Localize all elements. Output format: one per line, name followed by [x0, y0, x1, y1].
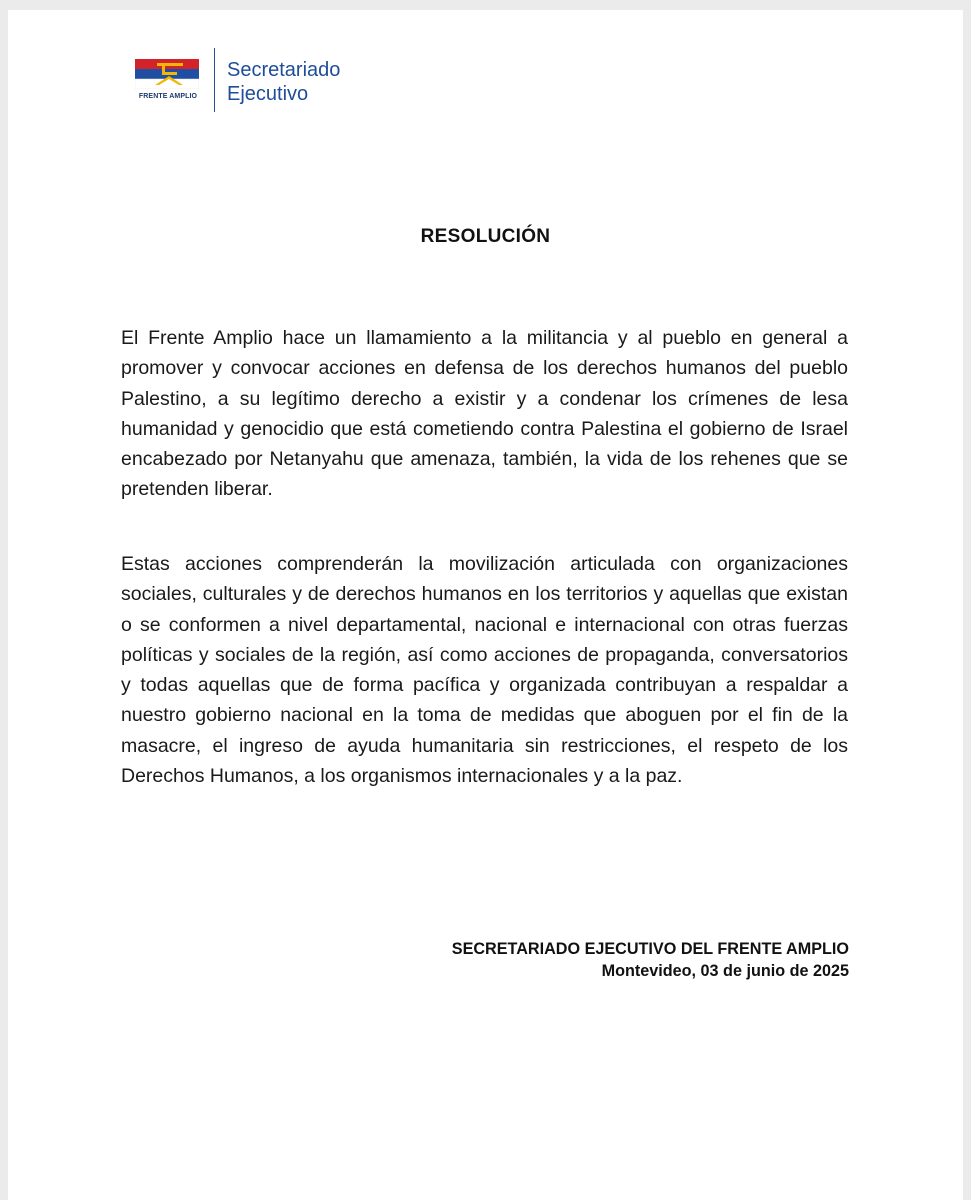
logo-caption: FRENTE AMPLIO	[138, 93, 198, 100]
body-paragraph-2: Estas acciones comprenderán la movilización articulada con organizaciones sociales, culturales y de derechos humanos en los territorios y aquellas que existan o se conformen a nivel departamental, nacional e internacional con otras fuerzas políticas y sociales de la región, así como acciones de propaganda, conversatorios y todas aquellas que de forma pacífica y organizada contribuyan a respaldar a nuestro gobierno nacional en la toma de medidas que aboguen por el fin de la masacre, el ingreso de ayuda humanitaria sin restricciones, el respeto de los Derechos Humanos, a los organismos internacionales y a la paz.	[121, 553, 848, 788]
document-title: RESOLUCIÓN	[420, 226, 551, 247]
signature-place-date: Montevideo, 03 de junio de 2025	[601, 962, 849, 980]
document-page	[8, 10, 963, 1200]
organization-name-line2: Ejecutivo	[227, 83, 309, 105]
frente-amplio-logo	[132, 56, 212, 116]
header-divider	[214, 48, 215, 112]
organization-name	[227, 58, 340, 106]
organization-name-line1: Secretariado	[227, 59, 341, 81]
body-paragraph-1: El Frente Amplio hace un llamamiento a la militancia y al pueblo en general a promover y convocar acciones en defensa de los derechos humanos del pueblo Palestino, a su legítimo derecho a existir y a condenar los crímenes de lesa humanidad y genocidio que está cometiendo contra Palestina el gobierno de Israel encabezado por Netanyahu que amenaza, también, la vida de los rehenes que se pretenden liberar.	[121, 327, 848, 501]
frente-amplio-flag-icon	[135, 59, 199, 89]
signature-organization: SECRETARIADO EJECUTIVO DEL FRENTE AMPLIO	[451, 940, 849, 958]
